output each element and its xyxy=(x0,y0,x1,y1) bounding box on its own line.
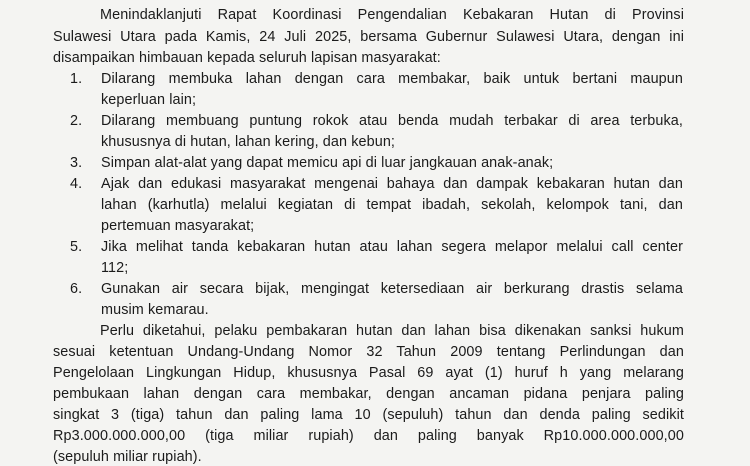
intro-line-2 xyxy=(53,28,684,46)
list-item-6-line-1: Gunakan air secara bijak, mengingat ketersediaan air berkurang drastis selama xyxy=(101,281,683,297)
closing-line-7: (sepuluh miliar rupiah). xyxy=(53,449,202,465)
closing-line-5: singkat 3 (tiga) tahun dan paling lama 10 (sepuluh) tahun dan denda paling sedikit xyxy=(53,407,684,423)
closing-line-6: Rp3.000.000.000,00 (tiga miliar rupiah) dan paling banyak Rp10.000.000.000,00 xyxy=(53,428,684,444)
list-item-2-line-2: khususnya di hutan, lahan kering, dan kebun; xyxy=(101,134,396,150)
intro-text-3: disampaikan himbauan kepada seluruh lapisan masyarakat: xyxy=(53,50,441,66)
list-item-4-number: 4. xyxy=(70,176,83,192)
intro-text-2: Sulawesi Utara pada Kamis, 24 Juli 2025, bersama Gubernur Sulawesi Utara, dengan ini xyxy=(53,29,684,45)
intro-line-3 xyxy=(53,49,441,67)
list-item-6-line-2: musim kemarau. xyxy=(101,302,209,318)
list-item-4-line-3: pertemuan masyarakat; xyxy=(101,218,255,234)
list-item-3-number: 3. xyxy=(70,155,83,171)
list-item-5-line-2: 112; xyxy=(101,260,129,276)
closing-line-3: Pengelolaan Lingkungan Hidup, khususnya Pasal 69 ayat (1) huruf h yang melarang xyxy=(53,365,684,381)
list-item-6-number: 6. xyxy=(70,281,83,297)
list-item-4-line-1: Ajak dan edukasi masyarakat mengenai bahaya dan dampak kebakaran hutan dan xyxy=(101,176,683,192)
intro-line-1 xyxy=(100,6,684,24)
list-item-3-line-1: Simpan alat-alat yang dapat memicu api di luar jangkauan anak-anak; xyxy=(101,155,554,171)
closing-line-4: pembukaan lahan dengan cara membakar, dengan ancaman pidana penjara paling xyxy=(53,386,684,402)
list-item-1-number: 1. xyxy=(70,71,83,87)
list-item-2-line-1: Dilarang membuang puntung rokok atau benda mudah terbakar di area terbuka, xyxy=(101,113,683,129)
list-item-2-number: 2. xyxy=(70,113,83,129)
closing-line-1: Perlu diketahui, pelaku pembakaran hutan dan lahan bisa dikenakan sanksi hukum xyxy=(100,323,684,339)
closing-line-2: sesuai ketentuan Undang-Undang Nomor 32 Tahun 2009 tentang Perlindungan dan xyxy=(53,344,684,360)
list-item-5-line-1: Jika melihat tanda kebakaran hutan atau lahan segera melapor melalui call center xyxy=(101,239,683,255)
list-item-1-line-2: keperluan lain; xyxy=(101,92,197,108)
list-item-4-line-2: lahan (karhutla) melalui kegiatan di tempat ibadah, sekolah, kelompok tani, dan xyxy=(101,197,683,213)
list-item-5-number: 5. xyxy=(70,239,83,255)
intro-text-1: Menindaklanjuti Rapat Koordinasi Pengendalian Kebakaran Hutan di Provinsi xyxy=(100,7,684,23)
list-item-1-line-1: Dilarang membuka lahan dengan cara membakar, baik untuk bertani maupun xyxy=(101,71,683,87)
